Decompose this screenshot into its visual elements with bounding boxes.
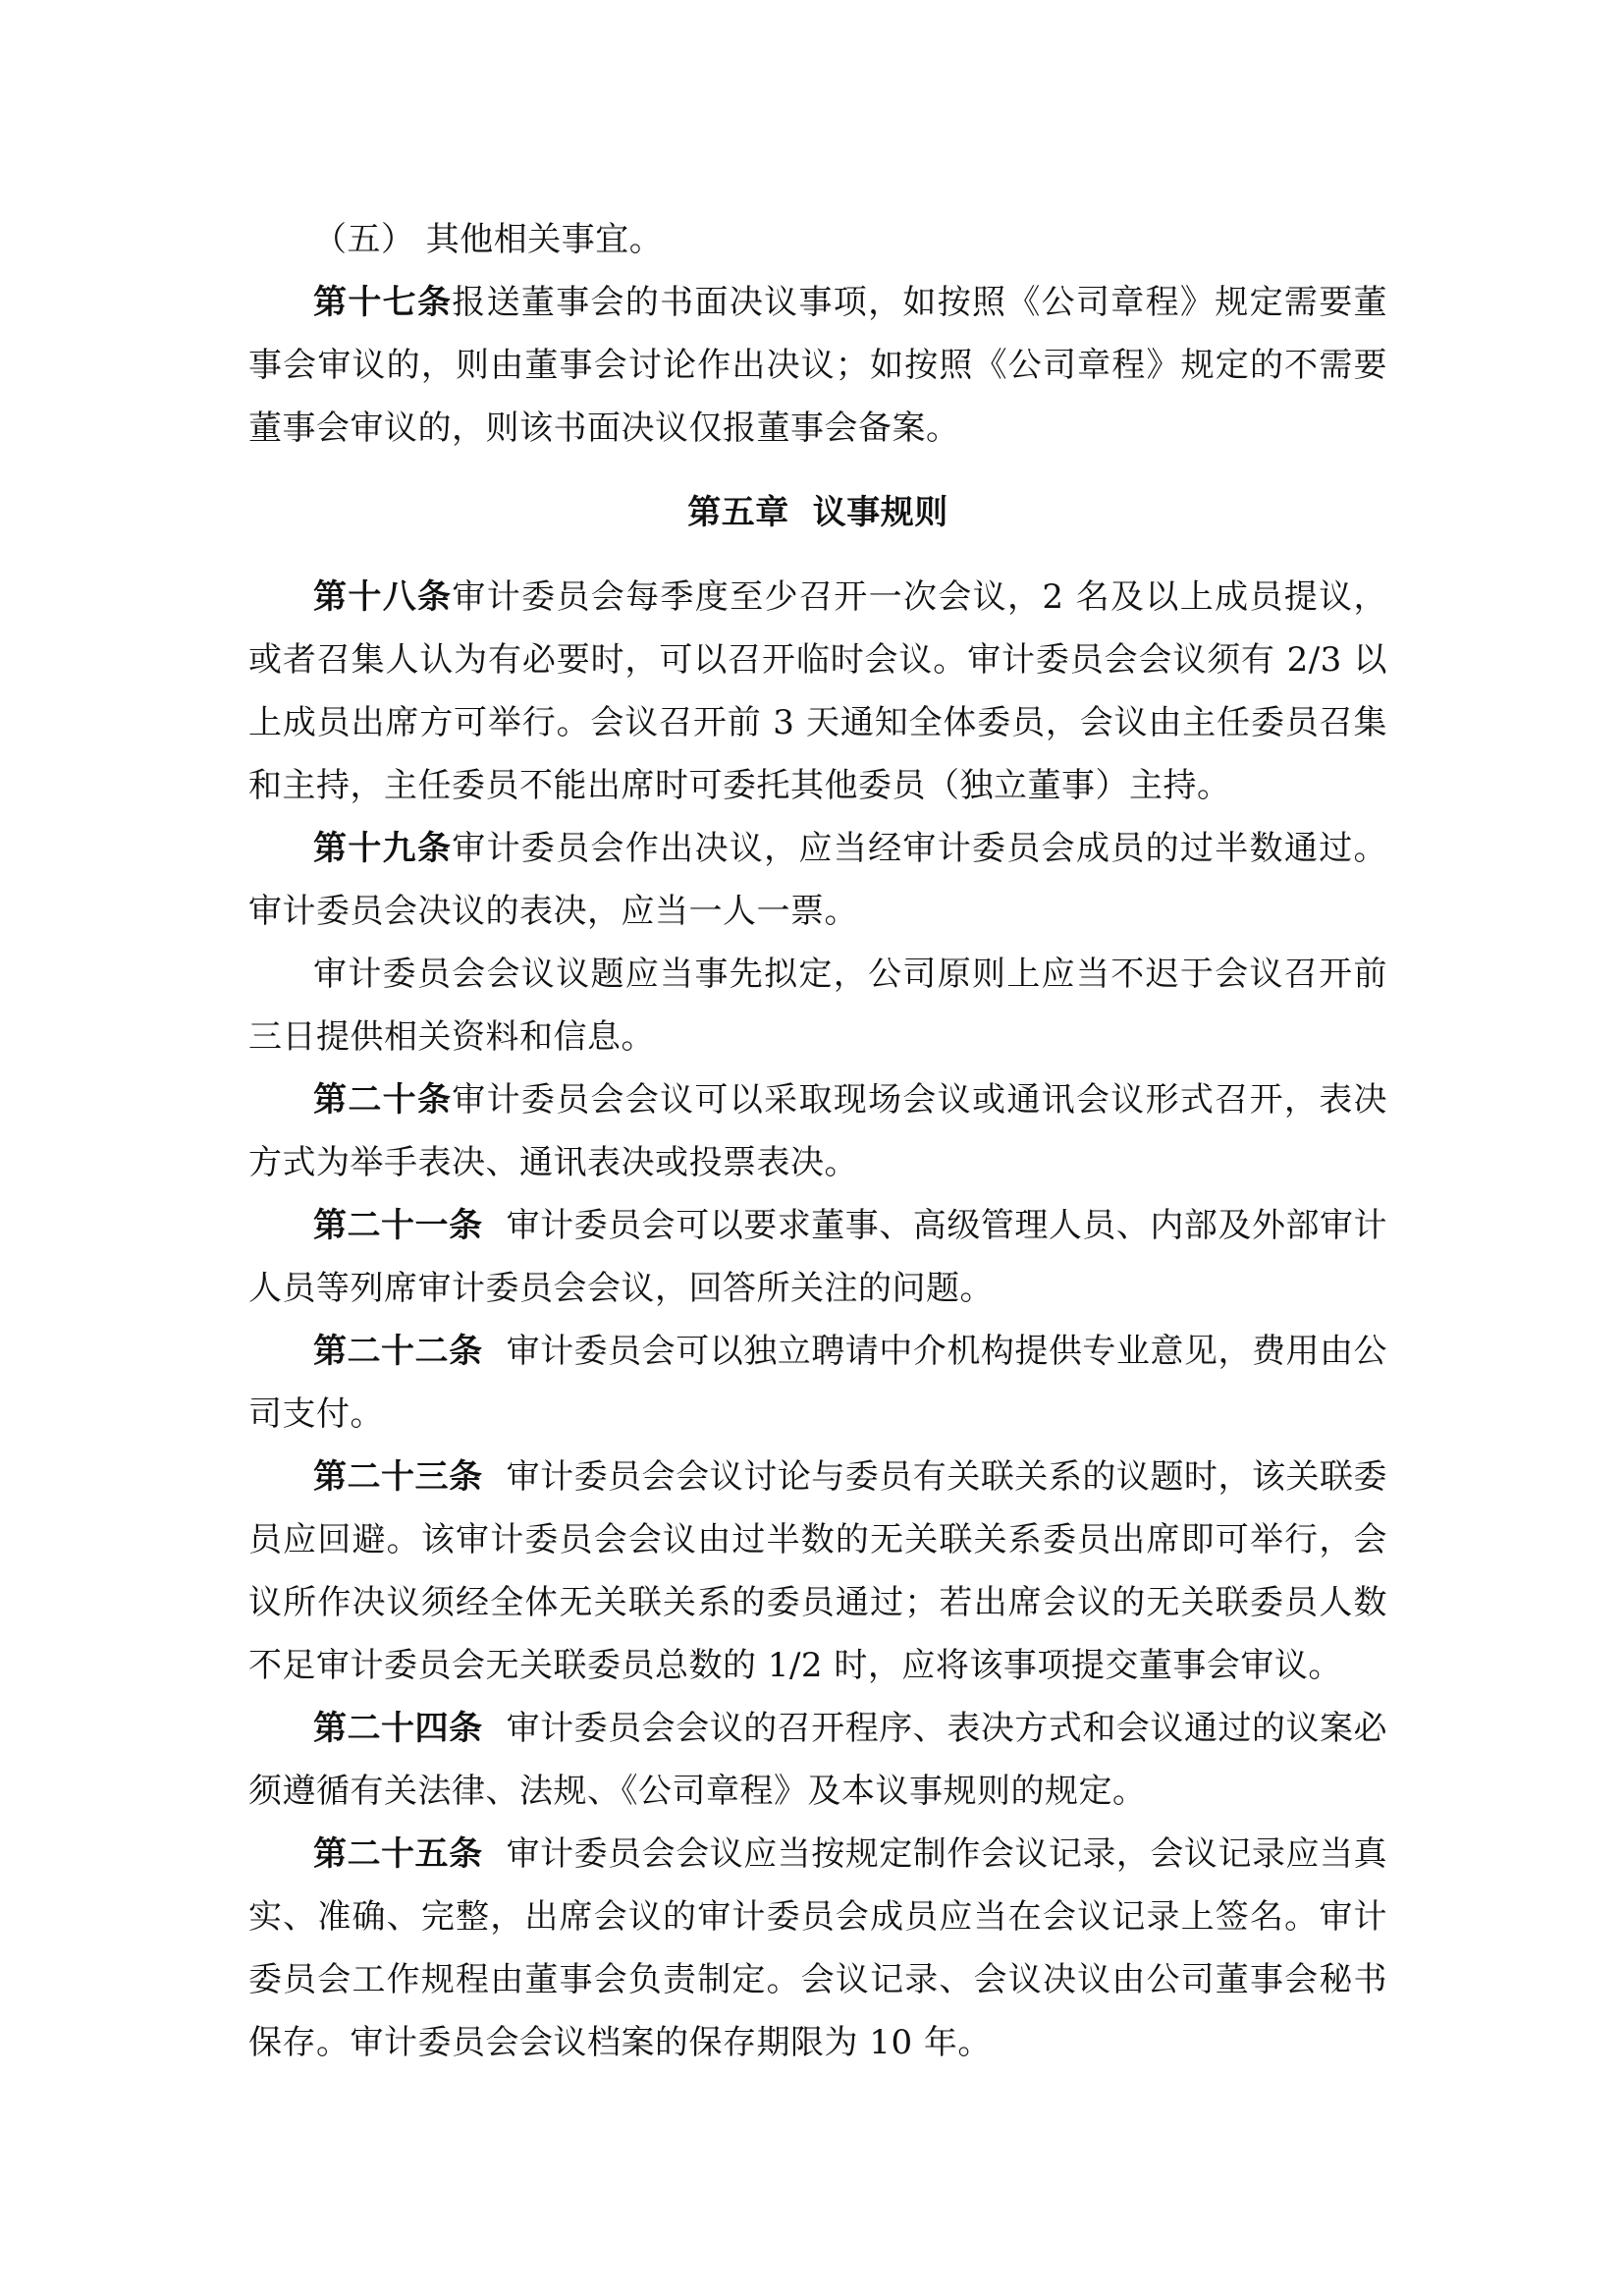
document-page: [248, 208, 1387, 2074]
paragraph-text: 报送董事会的书面决议事项，如按照《公司章程》规定需要董事会审议的，则由董事会讨论作出决议；如按照《公司章程》规定的不需要董事会审议的，则该书面决议仅报董事会备案。: [248, 283, 1388, 448]
paragraph-text: 审计委员会可以独立聘请中介机构提供专业意见，费用由公司支付。: [248, 1332, 1388, 1434]
paragraph-art-21: [248, 1194, 1387, 1320]
article-number: 第十七条: [313, 283, 453, 322]
article-number: 第二十三条: [313, 1457, 483, 1497]
article-number: 第二十一条: [313, 1206, 483, 1245]
paragraph-text: 审计委员会作出决议，应当经审计委员会成员的过半数通过。审计委员会决议的表决，应当一人一票。: [248, 829, 1388, 931]
paragraph-art-19b: [248, 943, 1387, 1068]
article-number: 第二十条: [313, 1080, 453, 1120]
article-number: 第十八条: [313, 577, 453, 617]
paragraph-group-top: [248, 208, 1387, 460]
paragraph-art-17: [248, 271, 1387, 460]
paragraph-text: （五） 其他相关事宜。: [313, 220, 664, 259]
paragraph-text: 审计委员会每季度至少召开一次会议，2 名及以上成员提议，或者召集人认为有必要时，可以召开临时会议。审计委员会会议须有 2/3 以上成员出席方可举行。会议召开前 3 天通知全体委员，会议由主任委员召集和主持，主任委员不能出席时可委托其他委员（独立董事）主持。: [248, 577, 1388, 805]
article-number: 第二十二条: [313, 1332, 483, 1371]
article-number: 第十九条: [313, 829, 453, 868]
article-number: 第二十五条: [313, 1834, 483, 1874]
paragraph-text: 审计委员会可以要求董事、高级管理人员、内部及外部审计人员等列席审计委员会会议，回答所关注的问题。: [248, 1206, 1388, 1308]
paragraph-art-22: [248, 1320, 1387, 1446]
paragraph-text: 审计委员会会议讨论与委员有关联关系的议题时，该关联委员应回避。该审计委员会会议由过半数的无关联关系委员出席即可举行，会议所作决议须经全体无关联关系的委员通过；若出席会议的无关联委员人数不足审计委员会无关联委员总数的 1/2 时，应将该事项提交董事会审议。: [248, 1457, 1388, 1685]
paragraph-art-25: [248, 1823, 1387, 2074]
article-number: 第二十四条: [313, 1709, 483, 1748]
chapter-number: 第五章: [687, 493, 789, 532]
paragraph-art-18: [248, 566, 1387, 817]
paragraph-art-20: [248, 1068, 1387, 1194]
paragraph-group-bottom: [248, 566, 1387, 2074]
paragraph-text: 审计委员会会议议题应当事先拟定，公司原则上应当不迟于会议召开前三日提供相关资料和信息。: [248, 955, 1387, 1057]
chapter-heading: [248, 481, 1387, 544]
paragraph-item-5: [248, 208, 1387, 271]
paragraph-text: 审计委员会会议的召开程序、表决方式和会议通过的议案必须遵循有关法律、法规、《公司章程》及本议事规则的规定。: [248, 1709, 1388, 1811]
paragraph-art-23: [248, 1446, 1387, 1697]
paragraph-art-19: [248, 817, 1387, 943]
paragraph-text: 审计委员会会议可以采取现场会议或通讯会议形式召开，表决方式为举手表决、通讯表决或投票表决。: [248, 1080, 1388, 1182]
chapter-title: 议事规则: [812, 493, 948, 532]
paragraph-text: 审计委员会会议应当按规定制作会议记录，会议记录应当真实、准确、完整，出席会议的审计委员会成员应当在会议记录上签名。审计委员会工作规程由董事会负责制定。会议记录、会议决议由公司董事会秘书保存。审计委员会会议档案的保存期限为 10 年。: [248, 1834, 1388, 2062]
paragraph-art-24: [248, 1697, 1387, 1823]
